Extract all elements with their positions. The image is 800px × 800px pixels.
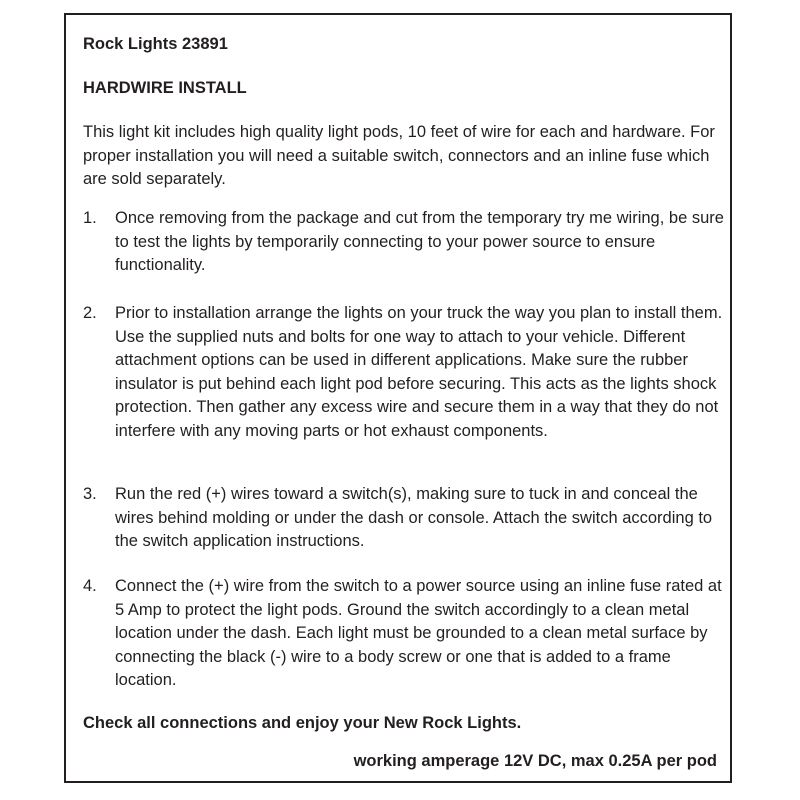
step-number: 3. [83, 485, 97, 503]
document-title: Rock Lights 23891 [83, 35, 228, 53]
step-2 [83, 302, 733, 443]
section-heading: HARDWIRE INSTALL [83, 79, 247, 97]
amperage-spec: working amperage 12V DC, max 0.25A per pod [353, 752, 717, 770]
step-3 [83, 483, 733, 554]
step-text: Run the red (+) wires toward a switch(s), making sure to tuck in and conceal the wires behind molding or under the dash or console. Attach the switch according to the switch application instructions. [115, 485, 713, 550]
step-text: Prior to installation arrange the lights on your truck the way you plan to install them. Use the supplied nuts and bolts for one way to attach to your vehicle. Different attachment options can be used in different applications. Make sure the rubber insulator is put behind each light pod before securing. This acts as the lights shock protection. Then gather any excess wire and secure them in a way that they do not interfere with any moving parts or hot exhaust components. [115, 304, 723, 440]
intro-paragraph: This light kit includes high quality light pods, 10 feet of wire for each and hardware. For proper installation you will need a suitable switch, connectors and an inline fuse which are sold separately. [83, 123, 715, 188]
step-text: Once removing from the package and cut from the temporary try me wiring, be sure to test the lights by temporarily connecting to your power source to ensure functionality. [115, 209, 724, 274]
step-1 [83, 207, 733, 278]
step-number: 4. [83, 577, 97, 595]
step-number: 1. [83, 209, 97, 227]
step-text: Connect the (+) wire from the switch to a power source using an inline fuse rated at 5 Amp to protect the light pods. Ground the switch accordingly to a clean metal location under the dash. Each light must be grounded to a clean metal surface by connecting the black (-) wire to a body screw or one that is added to a frame location. [115, 577, 722, 689]
step-4 [83, 575, 733, 693]
closing-note: Check all connections and enjoy your New Rock Lights. [83, 714, 522, 732]
step-number: 2. [83, 304, 97, 322]
